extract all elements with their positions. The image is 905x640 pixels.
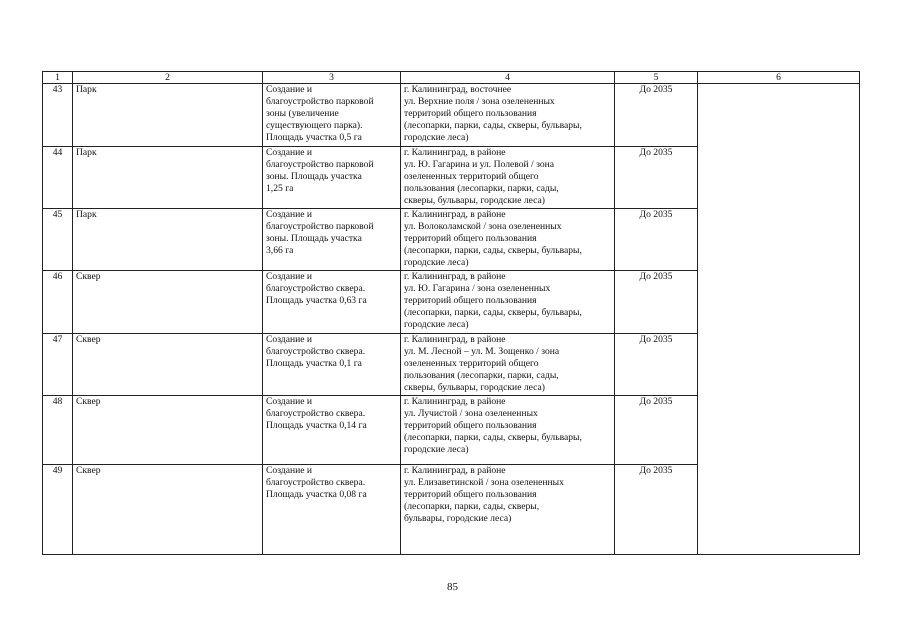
location-line: пользования (лесопарки, парки, сады, <box>404 183 559 194</box>
location-line: ул. Елизаветинской / зона озелененных <box>404 477 564 488</box>
description-line: благоустройство сквера. <box>266 477 366 488</box>
column-header-1: 1 <box>43 72 73 84</box>
description-line: Площадь участка 0,14 га <box>266 420 367 431</box>
location-line: (лесопарки, парки, сады, скверы, бульвары, <box>404 120 582 131</box>
column-header-5: 5 <box>615 72 698 84</box>
location-line: ул. М. Лесной – ул. М. Зощенко / зона <box>404 346 560 357</box>
description-line: 1,25 га <box>266 183 294 194</box>
location-line: пользования (лесопарки, парки, сады, <box>404 370 559 381</box>
location-line: территорий общего пользования <box>404 489 537 500</box>
location-line: территорий общего пользования <box>404 295 537 306</box>
row-number: 44 <box>43 147 73 209</box>
object-description <box>263 334 401 396</box>
location-line: г. Калининград, в районе <box>404 396 506 407</box>
description-line: Создание и <box>266 396 313 407</box>
object-description <box>263 465 401 555</box>
location-line: городские леса) <box>404 257 469 268</box>
location-line: (лесопарки, парки, сады, скверы, <box>404 501 540 512</box>
description-line: Создание и <box>266 271 313 282</box>
description-line: Создание и <box>266 334 313 345</box>
object-type: Сквер <box>73 271 263 334</box>
description-line: благоустройство сквера. <box>266 283 366 294</box>
location-line: озелененных территорий общего <box>404 171 539 182</box>
description-line: Площадь участка 0,63 га <box>266 295 367 306</box>
location-line: (лесопарки, парки, сады, скверы, бульвары, <box>404 245 582 256</box>
location-line: территорий общего пользования <box>404 233 537 244</box>
location-line: г. Калининград, в районе <box>404 271 506 282</box>
object-location <box>401 84 615 147</box>
deadline: До 2035 <box>615 465 698 555</box>
object-location <box>401 271 615 334</box>
description-line: Создание и <box>266 465 313 476</box>
location-line: территорий общего пользования <box>404 420 537 431</box>
column-6-cell <box>698 84 860 555</box>
location-line: г. Калининград, восточнее <box>404 84 512 95</box>
row-number: 49 <box>43 465 73 555</box>
object-location <box>401 209 615 271</box>
description-line: зоны. Площадь участка <box>266 233 362 244</box>
description-line: 3,66 га <box>266 245 294 256</box>
description-line: благоустройство парковой <box>266 159 374 170</box>
object-type: Сквер <box>73 396 263 465</box>
description-line: Площадь участка 0,1 га <box>266 358 362 369</box>
description-line: Создание и <box>266 147 313 158</box>
location-line: городские леса) <box>404 444 469 455</box>
deadline: До 2035 <box>615 396 698 465</box>
column-header-2: 2 <box>73 72 263 84</box>
object-type: Сквер <box>73 334 263 396</box>
location-line: г. Калининград, в районе <box>404 465 506 476</box>
description-line: существующего парка). <box>266 120 363 131</box>
description-line: благоустройство парковой <box>266 221 374 232</box>
row-number: 45 <box>43 209 73 271</box>
description-line: Площадь участка 0,5 га <box>266 132 362 143</box>
object-type: Парк <box>73 147 263 209</box>
location-line: г. Калининград, в районе <box>404 147 506 158</box>
object-location <box>401 465 615 555</box>
location-line: г. Калининград, в районе <box>404 209 506 220</box>
deadline: До 2035 <box>615 147 698 209</box>
location-line: озелененных территорий общего <box>404 358 539 369</box>
object-type: Сквер <box>73 465 263 555</box>
object-location <box>401 147 615 209</box>
location-line: ул. Ю. Гагарина и ул. Полевой / зона <box>404 159 555 170</box>
location-line: ул. Волоколамской / зона озелененных <box>404 221 562 232</box>
object-description <box>263 396 401 465</box>
table-row <box>43 84 860 147</box>
location-line: городские леса) <box>404 319 469 330</box>
description-line: благоустройство сквера. <box>266 408 366 419</box>
deadline: До 2035 <box>615 209 698 271</box>
object-description <box>263 209 401 271</box>
location-line: (лесопарки, парки, сады, скверы, бульвары, <box>404 432 582 443</box>
object-description <box>263 147 401 209</box>
page-number: 85 <box>447 581 458 593</box>
object-location <box>401 396 615 465</box>
document-table <box>42 71 860 555</box>
header-row <box>43 72 860 84</box>
row-number: 48 <box>43 396 73 465</box>
location-line: городские леса) <box>404 132 469 143</box>
location-line: г. Калининград, в районе <box>404 334 506 345</box>
column-header-3: 3 <box>263 72 401 84</box>
description-line: зоны (увеличение <box>266 108 339 119</box>
location-line: скверы, бульвары, городские леса) <box>404 382 545 393</box>
row-number: 47 <box>43 334 73 396</box>
location-line: (лесопарки, парки, сады, скверы, бульвары, <box>404 307 582 318</box>
location-line: ул. Верхние поля / зона озелененных <box>404 96 555 107</box>
row-number: 43 <box>43 84 73 147</box>
object-description <box>263 84 401 147</box>
deadline: До 2035 <box>615 84 698 147</box>
row-number: 46 <box>43 271 73 334</box>
object-description <box>263 271 401 334</box>
object-location <box>401 334 615 396</box>
location-line: ул. Лучистой / зона озелененных <box>404 408 538 419</box>
location-line: бульвары, городские леса) <box>404 513 512 524</box>
object-type: Парк <box>73 84 263 147</box>
description-line: благоустройство парковой <box>266 96 374 107</box>
table-body <box>43 84 860 555</box>
location-line: скверы, бульвары, городские леса) <box>404 195 545 206</box>
column-header-4: 4 <box>401 72 615 84</box>
description-line: Создание и <box>266 84 313 95</box>
description-line: зоны. Площадь участка <box>266 171 362 182</box>
description-line: благоустройство сквера. <box>266 346 366 357</box>
deadline: До 2035 <box>615 271 698 334</box>
object-type: Парк <box>73 209 263 271</box>
column-header-6: 6 <box>698 72 860 84</box>
description-line: Создание и <box>266 209 313 220</box>
description-line: Площадь участка 0,08 га <box>266 489 367 500</box>
location-line: территорий общего пользования <box>404 108 537 119</box>
deadline: До 2035 <box>615 334 698 396</box>
location-line: ул. Ю. Гагарина / зона озелененных <box>404 283 551 294</box>
